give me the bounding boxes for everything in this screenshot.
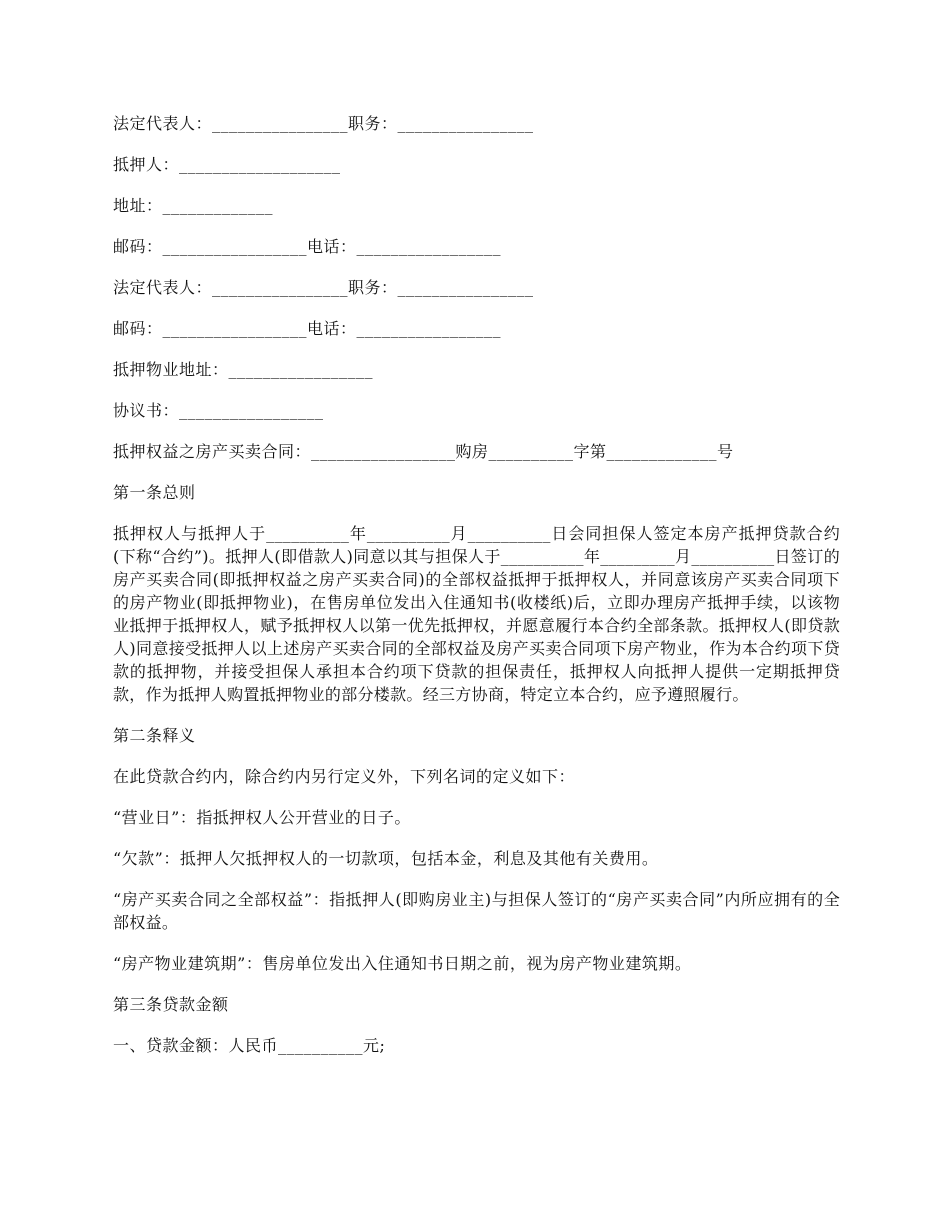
legal-rep-line-2: 法定代表人：________________职务：________________ — [113, 278, 534, 297]
sales-contract-line: 抵押权益之房产买卖合同：_________________购房__________字第_____________号 — [113, 442, 734, 461]
address-line: 地址：_____________ — [113, 196, 274, 215]
postcode-phone-line-1: 邮码：_________________电话：_________________ — [113, 237, 502, 256]
definition-contract-rights: “房产买卖合同之全部权益”：指抵押人(即购房业主)与担保人签订的“房产买卖合同”内所应拥有的全部权益。 — [113, 890, 840, 932]
agreement-line: 协议书：_________________ — [113, 401, 324, 420]
postcode-phone-line-2: 邮码：_________________电话：_________________ — [113, 319, 502, 338]
article-3-item-1: 一、贷款金额：人民币__________元; — [113, 1036, 386, 1055]
property-address-line: 抵押物业地址：_________________ — [113, 360, 374, 379]
mortgagor-line: 抵押人：___________________ — [113, 155, 341, 174]
article-2-intro: 在此贷款合约内，除合约内另行定义外，下列名词的定义如下： — [113, 767, 576, 786]
article-2-title: 第二条释义 — [113, 726, 196, 745]
article-3-title: 第三条贷款金额 — [113, 995, 229, 1014]
document-page — [113, 112, 840, 1075]
article-1-body: 抵押权人与抵押人于__________年__________月__________日会同担保人签定本房产抵押贷款合约(下称“合约”)。抵押人(即借款人)同意以其与担保人于__________年_________月__________日签订的房产买卖合同(即抵押权益之房产买卖合同)的全部权益抵押于抵押权人，并同意该房产买卖合同项下的房产物业(即抵押物业)，在售房单位发出入住通知书(收楼纸)后，立即办理房产抵押手续，以该物业抵押于抵押权人，赋予抵押权人以第一优先抵押权，并愿意履行本合约全部条款。抵押权人(即贷款人)同意接受抵押人以上述房产买卖合同的全部权益及房产买卖合同项下房产物业，作为本合约项下贷款的抵押物，并接受担保人承担本合约项下贷款的担保责任，抵押权人向抵押人提供一定期抵押贷款，作为抵押人购置抵押物业的部分楼款。经三方协商，特定立本合约，应予遵照履行。 — [113, 524, 840, 704]
definition-business-day: “营业日”：指抵押权人公开营业的日子。 — [113, 808, 411, 827]
article-1-title: 第一条总则 — [113, 483, 196, 502]
definition-debt: “欠款”：抵押人欠抵押权人的一切款项，包括本金，利息及其他有关费用。 — [113, 849, 659, 868]
definition-construction-period: “房产物业建筑期”：售房单位发出入住通知书日期之前，视为房产物业建筑期。 — [113, 954, 692, 973]
legal-rep-line-1: 法定代表人：________________职务：________________ — [113, 114, 534, 133]
